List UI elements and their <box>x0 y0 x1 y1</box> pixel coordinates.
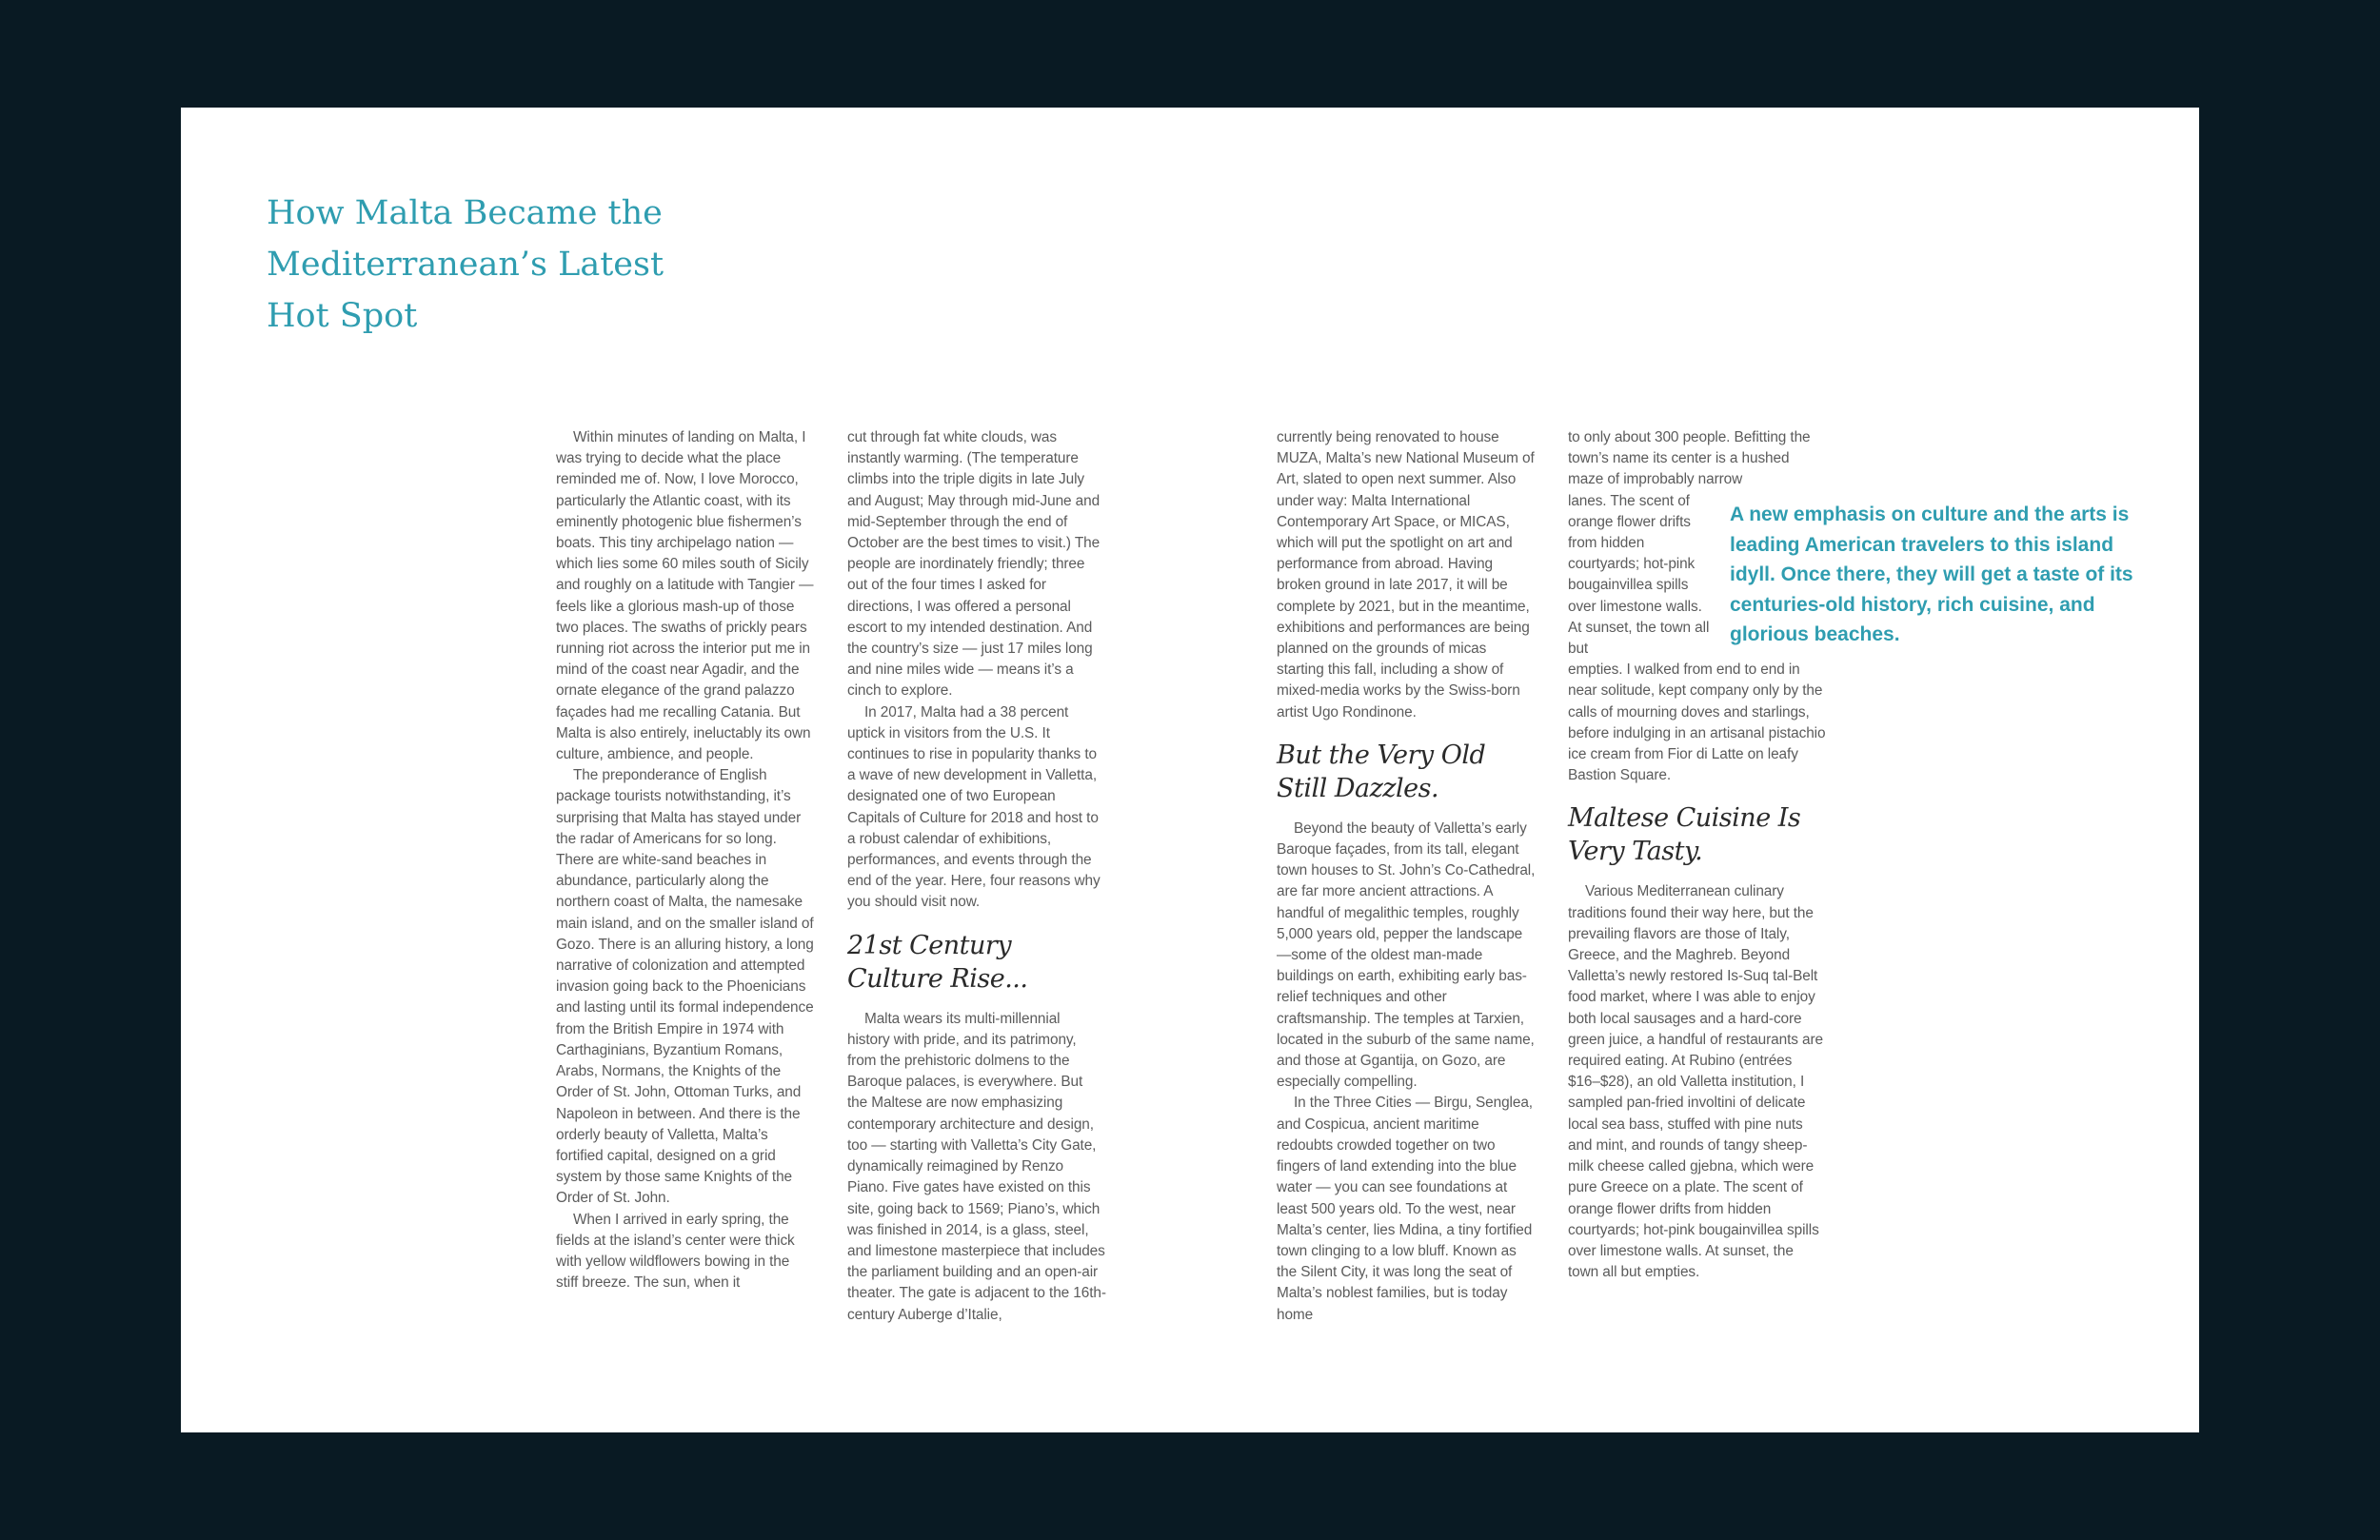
section-heading: But the Very Old Still Dazzles. <box>1277 740 1486 803</box>
text-column-3 <box>1277 427 1536 1326</box>
text-column-2 <box>847 427 1106 1326</box>
body-paragraph: cut through fat white clouds, was instantly warming. (The temperature climbs into the triple digits in late July and August; May through mid-June and mid-September through the end of October are the best times to visit.) The people are inordinately friendly; three out of the four times I asked for directions, I was offered a personal escort to my intended destination. And the country’s size — just 17 miles long and nine miles wide — means it’s a cinch to explore. <box>847 429 1101 700</box>
section-heading: 21st Century Culture Rise... <box>847 930 1028 994</box>
body-paragraph: lanes. The scent of orange flower drifts from hidden courtyards; hot-pink bougainvillea spills over limestone walls. At sunset, the town all but <box>1568 492 1710 658</box>
body-paragraph: empties. I walked from end to end in near solitude, kept company only by the calls of mourning doves and starlings, before indulging in an artisanal pistachio ice cream from Fior di Latte on leafy Bastion Square. <box>1568 661 1826 784</box>
body-paragraph: Within minutes of landing on Malta, I was trying to decide what the place reminded me of. Now, I love Morocco, particularly the Atlantic coast, with its eminently photogenic blue fishermen’s boats. This tiny archipelago nation — which lies some 60 miles south of Sicily and roughly on a latitude with Tangier — feels like a glorious mash-up of those two places. The swaths of prickly pears running riot across the interior put me in mind of the coast near Agadir, and the ornate elegance of the grand palazzo façades had me recalling Catania. But Malta is also entirely, ineluctably its own culture, ambience, and people. <box>556 429 814 763</box>
body-paragraph: Beyond the beauty of Valletta’s early Baroque façades, from its tall, elegant town houses to St. John’s Co-Cathedral, are far more ancient attractions. A handful of megalithic temples, roughly 5,000 years old, pepper the landscape—some of the oldest man-made buildings on earth, exhibiting early bas-relief techniques and other craftsmanship. The temples at Tarxien, located in the suburb of the same name, and those at Ggantija, on Gozo, are especially compelling. <box>1277 819 1536 1091</box>
text-column-1 <box>556 427 815 1293</box>
body-paragraph: to only about 300 people. Befitting the town’s name its center is a hushed maze of improbably narrow <box>1568 429 1811 488</box>
body-paragraph: currently being renovated to house MUZA, Malta’s new National Museum of Art, slated to open next summer. Also under way: Malta International Contemporary Art Space, or MICAS, which will put the spotlight on art and performance from abroad. Having broken ground in late 2017, it will be complete by 2021, but in the meantime, exhibitions and performances are being planned on the grounds of micas starting this fall, including a show of mixed-media works by the Swiss-born artist Ugo Rondinone. <box>1277 429 1535 721</box>
pull-quote: A new emphasis on culture and the arts is leading American travelers to this island idyll. Once there, they will get a taste of its centuries-old history, rich cuisine, and glorious beaches. <box>1730 503 2133 645</box>
body-paragraph: Various Mediterranean culinary traditions found their way here, but the prevailing flavors are those of Italy, Greece, and the Maghreb. Beyond Valletta’s newly restored Is-Suq tal-Belt food market, where I was able to enjoy both local sausages and a hard-core green juice, a handful of restaurants are required eating. At Rubino (entrées $16–$28), an old Valletta institution, I sampled pan-fried involtini of delicate local sea bass, stuffed with pine nuts and mint, and rounds of tangy sheep-milk cheese called gjebna, which were pure Greece on a plate. The scent of orange flower drifts from hidden courtyards; hot-pink bougainvillea spills over limestone walls. At sunset, the town all but empties. <box>1568 883 1823 1281</box>
body-paragraph: In 2017, Malta had a 38 percent uptick in visitors from the U.S. It continues to rise in popularity thanks to a wave of new development in Valletta, designated one of two European Capitals of Culture for 2018 and host to a robust calendar of exhibitions, performances, and events through the end of the year. Here, four reasons why you should visit now. <box>847 703 1101 911</box>
body-paragraph: The preponderance of English package tourists notwithstanding, it’s surprising that Malta has stayed under the radar of Americans for so long. There are white-sand beaches in abundance, particularly along the northern coast of Malta, the namesake main island, and on the smaller island of Gozo. There is an alluring history, a long narrative of colonization and attempted invasion going back to the Phoenicians and lasting until its formal independence from the British Empire in 1974 with Carthaginians, Byzantium Romans, Arabs, Normans, the Knights of the Order of St. John, Ottoman Turks, and Napoleon in between. And there is the orderly beauty of Valletta, Malta’s fortified capital, designed on a grid system by those same Knights of the Order of St. John. <box>556 767 814 1207</box>
body-paragraph: Malta wears its multi-millennial history with pride, and its patrimony, from the prehistoric dolmens to the Baroque palaces, is everywhere. But the Maltese are now emphasizing contemporary architecture and design, too — starting with Valletta’s City Gate, dynamically reimagined by Renzo Piano. Five gates have existed on this site, going back to 1569; Piano’s, which was finished in 2014, is a glass, steel, and limestone masterpiece that includes the parliament building and an open-air theater. The gate is adjacent to the 16th-century Auberge d’Italie, <box>847 1010 1106 1323</box>
magazine-spread <box>181 108 2199 1432</box>
section-heading: Maltese Cuisine Is Very Tasty. <box>1568 803 1801 867</box>
body-paragraph: In the Three Cities — Birgu, Senglea, and Cospicua, ancient maritime redoubts crowded together on two fingers of land extending into the blue water — you can see foundations at least 500 years old. To the west, near Malta’s center, lies Mdina, a tiny fortified town clinging to a low bluff. Known as the Silent City, it was long the seat of Malta’s noblest families, but is today home <box>1277 1095 1533 1323</box>
body-paragraph: When I arrived in early spring, the fields at the island’s center were thick with yellow wildflowers bowing in the stiff breeze. The sun, when it <box>556 1211 795 1292</box>
article-headline: How Malta Became the Mediterranean’s Latest Hot Spot <box>267 194 664 335</box>
